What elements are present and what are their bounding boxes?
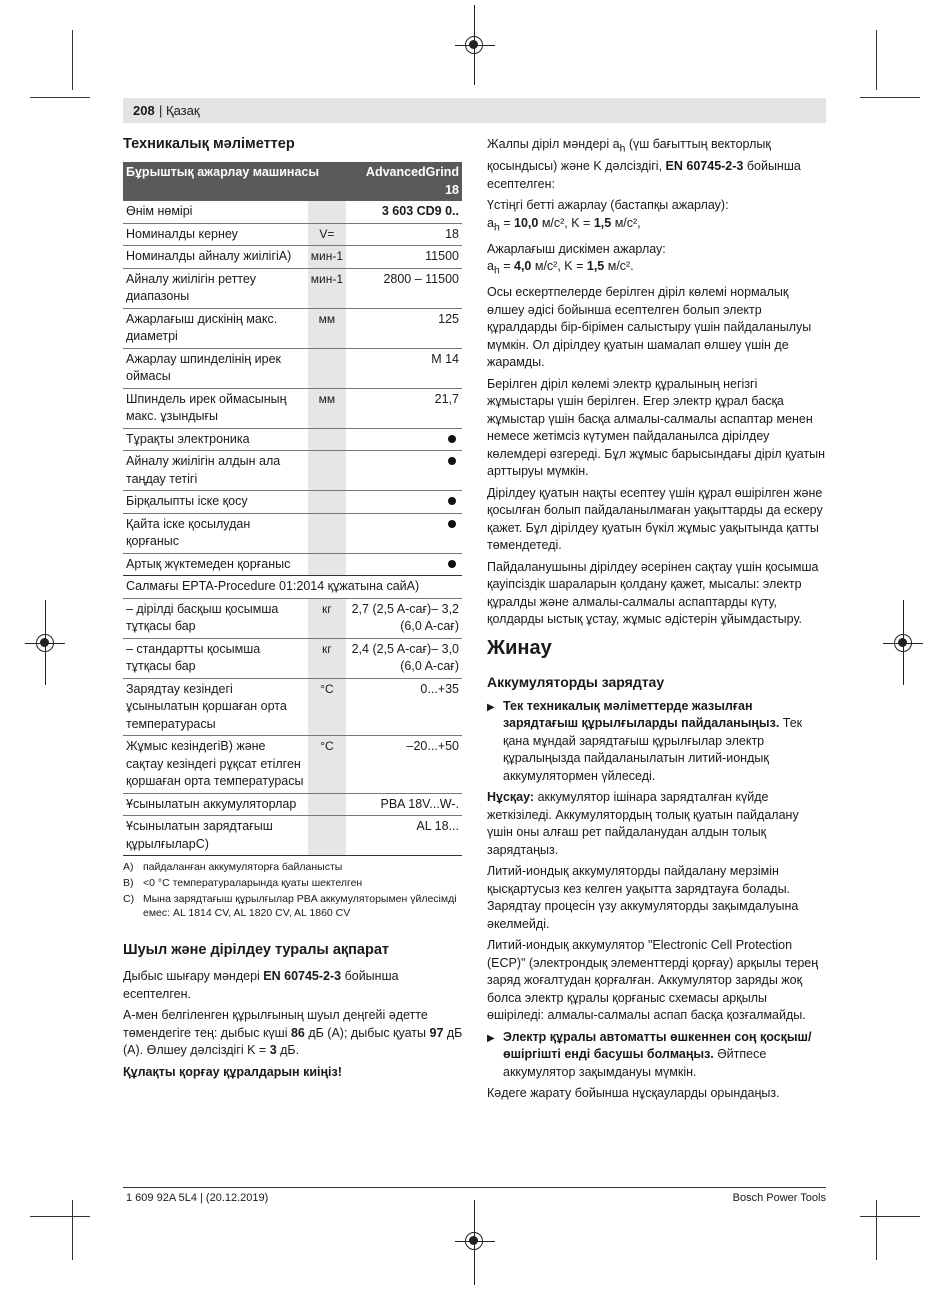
- table-row: [123, 428, 462, 451]
- table-row: [123, 491, 462, 514]
- row-unit: мм: [308, 388, 346, 428]
- vibration-paragraph: Дірілдеу қуатын нақты есептеу үшін құрал өшірілген және қосылған болып пайдаланылмаған уақыттарды да ескеру қажет. Бұл дірілдеу қуатын бүкіл жұмыс уақытында қатты төмендетеді.: [487, 485, 823, 552]
- noise-title: Шуыл және дірілдеу туралы ақпарат: [123, 942, 389, 958]
- crop-mark: [860, 1216, 920, 1217]
- table-row: [123, 816, 462, 856]
- page-number: 208: [133, 103, 155, 118]
- table-row: [123, 736, 462, 794]
- row-unit: [308, 513, 346, 553]
- weight-row-label: Салмағы EPTA-Procedure 01:2014 құжатына сайA): [123, 576, 462, 599]
- triangle-right-icon: ▶: [487, 701, 495, 713]
- vibration-paragraph: Үстіңгі бетті ажарлау (бастапқы ажарлау): $a_h = 10,0$ м/с², K = 1,5 м/с²,: [487, 198, 729, 233]
- spec-header-model: AdvancedGrind 18: [346, 162, 462, 201]
- row-unit: [308, 348, 346, 388]
- row-unit: кг: [308, 638, 346, 678]
- table-row: [123, 638, 462, 678]
- battery-paragraph: Литий-иондық аккумуляторды пайдалану мерзімін қысқартусыз кез келген уақытта зарядтауға болады. Зарядтау процесін үзу аккумуляторды зақымдалуына әкелмейді.: [487, 864, 799, 931]
- row-label: Айналу жиілігін алдын ала таңдау тетігі: [123, 451, 308, 491]
- battery-paragraph: Литий-иондық аккумулятор "Electronic Cell Protection (ECP)" (электрондық элементтерді қорғау) арқылы терең заряд жоғалтудан қорғалған. Аккумулятор заряды жоқ болса электр құралы қорғаныс схемасы арқылы өшіріледі: алмалы-салмалы аспап басқа қозғалмайды.: [487, 938, 819, 1022]
- table-row: [123, 223, 462, 246]
- table-row: [123, 348, 462, 388]
- row-label: – стандартты қосымша тұтқасы бар: [123, 638, 308, 678]
- row-label: Айналу жиілігін реттеу диапазоны: [123, 268, 308, 308]
- noise-warning: Құлақты қорғау құралдарын киіңіз!: [123, 1064, 342, 1079]
- bullet-dot-icon: [448, 520, 456, 528]
- bullet-dot-icon: [448, 457, 456, 465]
- row-label: Зарядтау кезіндегі ұсынылатын қоршаған орта температурасы: [123, 678, 308, 736]
- right-column: [487, 136, 827, 1107]
- row-label: Ажарлау шпинделінің ирек оймасы: [123, 348, 308, 388]
- disposal-paragraph: Кәдеге жарату бойынша нұсқауларды орындаңыз.: [487, 1086, 780, 1100]
- table-row: [123, 678, 462, 736]
- row-unit: [308, 793, 346, 816]
- row-value: 2,7 (2,5 A-сағ)– 3,2 (6,0 A-сағ): [346, 598, 462, 638]
- row-unit: °C: [308, 678, 346, 736]
- table-row: [123, 451, 462, 491]
- left-column: [123, 136, 463, 1085]
- footer-doc-number: 1 609 92A 5L4 | (20.12.2019): [126, 1192, 269, 1204]
- crop-mark: [860, 97, 920, 98]
- registration-mark-icon: [465, 1232, 483, 1250]
- row-value: 11500: [346, 246, 462, 269]
- row-label: Ажарлағыш дискінің макс. диаметрі: [123, 308, 308, 348]
- row-unit: °C: [308, 736, 346, 794]
- bullet-dot-icon: [448, 435, 456, 443]
- row-unit: кг: [308, 598, 346, 638]
- crop-mark: [876, 1200, 877, 1260]
- vibration-paragraph: Ажарлағыш дискімен ажарлау: $a_h = 4,0$ м/с², K = 1,5 м/с².: [487, 241, 666, 277]
- row-value: 2,4 (2,5 A-сағ)– 3,0 (6,0 A-сағ): [346, 638, 462, 678]
- row-unit: [308, 491, 346, 514]
- triangle-right-icon: ▶: [487, 1032, 495, 1044]
- row-label: Ұсынылатын зарядтағыш құрылғыларC): [123, 816, 308, 856]
- row-label: – дірілді басқыш қосымша тұтқасы бар: [123, 598, 308, 638]
- crop-mark: [30, 97, 90, 98]
- row-value: 125: [346, 308, 462, 348]
- footnote: C) Мына зарядтағыш құрылғылар PBA аккумуляторымен үйлесімді емес: AL 1814 CV, AL 1820 CV, AL 1860 CV: [123, 893, 457, 919]
- row-label: Тұрақты электроника: [123, 428, 308, 451]
- registration-mark-icon: [36, 634, 54, 652]
- row-unit: [308, 553, 346, 576]
- table-row: [123, 598, 462, 638]
- table-row: [123, 553, 462, 576]
- row-label: Номиналды айналу жиілігіA): [123, 246, 308, 269]
- vibration-paragraph: Пайдаланушыны дірілдеу әсерінен сақтау үшін қосымша қауіпсіздік шараларын қолдану қажет, мысалы: электр құралды және алмалы-салмалы аспаптарды күту, қолдарды ыстық ұстау, жұмыс әдістерін ұйымдастыру.: [487, 559, 819, 626]
- row-value: 0...+35: [346, 678, 462, 736]
- footnote: B) <0 °C температураларында қуаты шектелген: [123, 877, 363, 889]
- vibration-paragraph: Берілген діріл көлемі электр құралының негізгі жұмыстары үшін берілген. Егер электр құрал басқа жұмыстар үшін басқа алмалы-салмалы аспаптар менен немесе жетімсіз күтумен пайдаланылса дірілдеу көлемдері өзгереді. Бұл жұмыс барысындағы діріл қуатын арттыруы мүмкін.: [487, 376, 826, 478]
- page-language: Қазақ: [166, 103, 200, 118]
- row-value: 3 603 CD9 0..: [346, 201, 462, 223]
- row-unit: мин-1: [308, 268, 346, 308]
- row-value: –20...+50: [346, 736, 462, 794]
- footnote: A) пайдаланған аккумуляторға байланысты: [123, 861, 343, 873]
- noise-paragraph: Дыбыс шығару мәндері EN 60745-2-3 бойынша есептелген.: [123, 969, 399, 1001]
- table-row: [123, 388, 462, 428]
- row-unit: [308, 451, 346, 491]
- charge-title: Аккумуляторды зарядтау: [487, 673, 665, 690]
- assembly-title: Жинау: [487, 636, 552, 659]
- page-header-bar: [123, 98, 826, 123]
- row-value: PBA 18V...W-.: [346, 793, 462, 816]
- row-label: Өнім нөмірі: [123, 201, 308, 223]
- bullet-item: ▶ Электр құралы автоматты өшкеннен соң қосқыш/өшіргішті енді басушы болмаңыз. Әйтпесе аккумулятор зақымдануы мүмкін.: [487, 1029, 827, 1082]
- row-unit: V=: [308, 223, 346, 246]
- crop-mark: [72, 1200, 73, 1260]
- spec-table: [123, 162, 462, 856]
- table-row: [123, 268, 462, 308]
- note-paragraph: Нұсқау: аккумулятор ішінара зарядталған күйде жеткізіледі. Аккумулятордың толық қуатын пайдалану үшін оны алғаш рет пайдаланудан алдын толық зарядтаңыз.: [487, 790, 799, 857]
- bullet-dot-icon: [448, 560, 456, 568]
- row-value: [346, 513, 462, 553]
- row-value: 21,7: [346, 388, 462, 428]
- footnotes: [123, 860, 463, 920]
- row-unit: мм: [308, 308, 346, 348]
- table-row: [123, 201, 462, 223]
- row-label: Артық жүктемеден қорғаныс: [123, 553, 308, 576]
- vibration-paragraph: Жалпы діріл мәндері $a_h$ (үш бағыттың векторлық қосындысы) және K дәлсіздігі, EN 60745-2-3 бойынша есептелген:: [487, 137, 801, 191]
- table-row: [123, 513, 462, 553]
- row-value: [346, 553, 462, 576]
- footer-rule: [123, 1187, 826, 1188]
- bullet-dot-icon: [448, 497, 456, 505]
- noise-paragraph: А-мен белгіленген құрылғының шуыл деңгейі әдетте төмендегіге тең: дыбыс күші 86 дБ (A); дыбыс қуаты 97 дБ (A). Өлшеу дәлсіздігі K = 3 дБ.: [123, 1008, 463, 1057]
- row-label: Номиналды кернеу: [123, 223, 308, 246]
- bullet-item: ▶ Тек техникалық мәліметтерде жазылған зарядтағыш құрылғыларды пайдаланыңыз. Тек қана мұндай зарядтағыш құрылғылар электр құралыңызда пайдаланылатын литий-иондық аккумулятормен үйлеседі.: [487, 698, 827, 786]
- table-row: [123, 308, 462, 348]
- row-value: 2800 – 11500: [346, 268, 462, 308]
- row-label: Жұмыс кезіндегіB) және сақтау кезіндегі рұқсат етілген қоршаған орта температурасы: [123, 736, 308, 794]
- header-separator: |: [159, 103, 163, 118]
- table-row: [123, 576, 462, 599]
- footer-brand: Bosch Power Tools: [732, 1192, 826, 1204]
- table-row: [123, 246, 462, 269]
- row-unit: [308, 816, 346, 856]
- spec-header-name: Бұрыштық ажарлау машинасы: [123, 162, 346, 201]
- row-label: Қайта іске қосылудан қорғаныс: [123, 513, 308, 553]
- row-unit: [308, 201, 346, 223]
- row-value: M 14: [346, 348, 462, 388]
- row-value: [346, 428, 462, 451]
- crop-mark: [30, 1216, 90, 1217]
- registration-mark-icon: [894, 634, 912, 652]
- crop-mark: [72, 30, 73, 90]
- tech-data-title: Техникалық мәліметтер: [123, 136, 295, 152]
- spec-table-header: [123, 162, 462, 201]
- row-value: [346, 451, 462, 491]
- crop-mark: [876, 30, 877, 90]
- row-unit: [308, 428, 346, 451]
- row-label: Ұсынылатын аккумуляторлар: [123, 793, 308, 816]
- row-value: AL 18...: [346, 816, 462, 856]
- vibration-paragraph: Осы ескертпелерде берілген діріл көлемі нормалық өлшеу әдісі бойынша есептелген болып электр құралдарды бір-бірімен салыстыру үшін пайдаланылуы мүмкін. Ол дірілдеу қуатын шамалап өлшеу үшін де жарамды.: [487, 285, 812, 369]
- row-label: Шпиндель ирек оймасының макс. ұзындығы: [123, 388, 308, 428]
- row-label: Бірқалыпты іске қосу: [123, 491, 308, 514]
- row-value: [346, 491, 462, 514]
- registration-mark-icon: [465, 36, 483, 54]
- row-value: 18: [346, 223, 462, 246]
- table-row: [123, 793, 462, 816]
- row-unit: мин-1: [308, 246, 346, 269]
